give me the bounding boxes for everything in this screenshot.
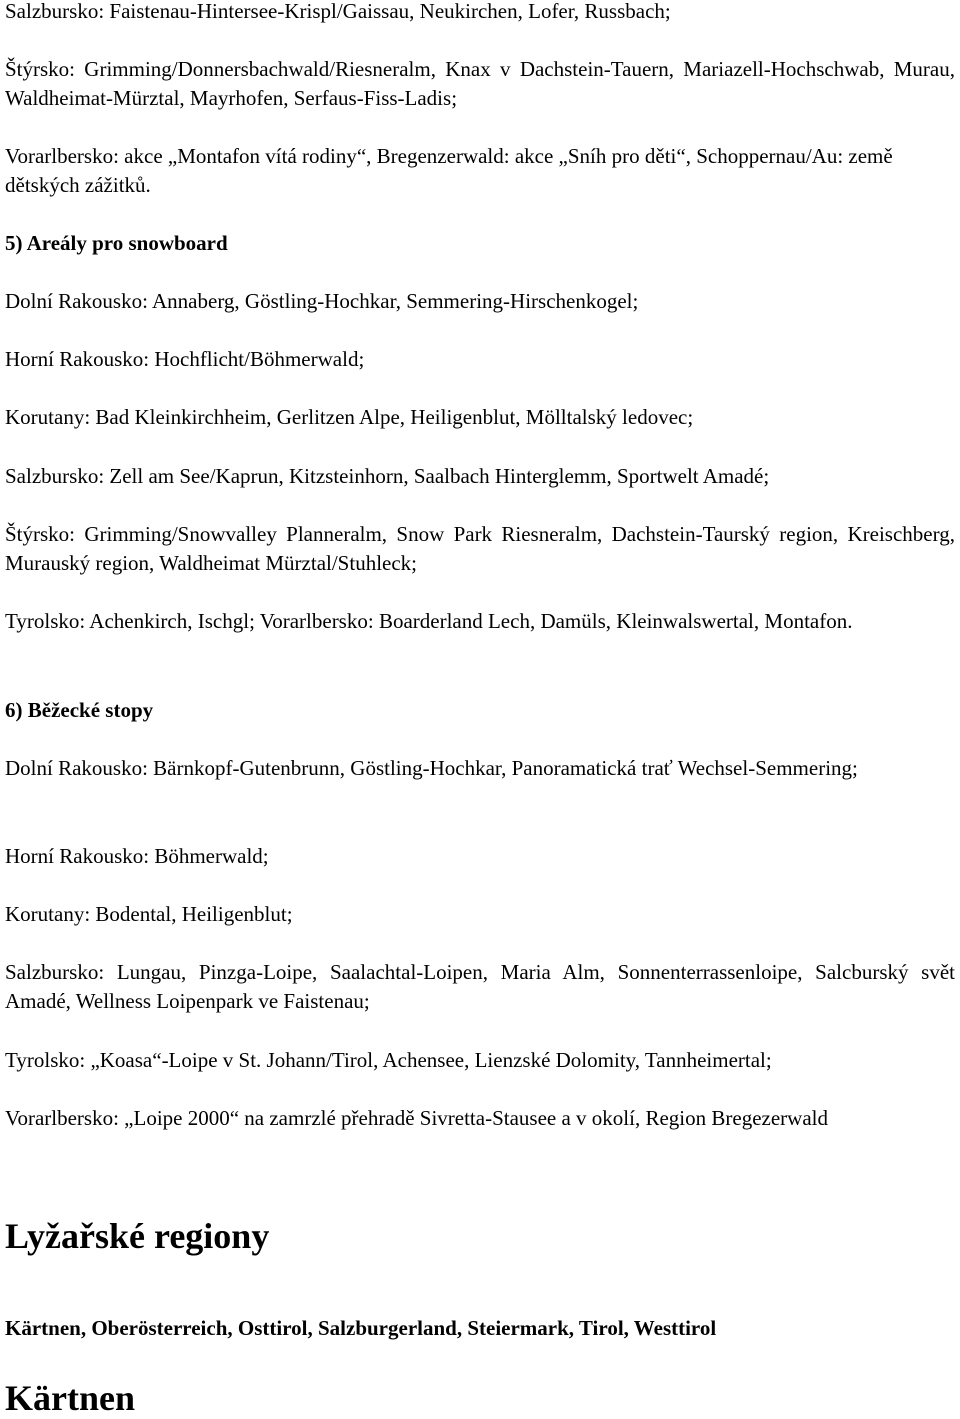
kartnen-heading: Kärtnen bbox=[5, 1378, 135, 1418]
paragraph-snowboard-styrsko: Štýrsko: Grimming/Snowvalley Planneralm, Snow Park Riesneralm, Dachstein-Taurský region, Kreischberg, Murauský region, Waldheimat Mürztal/Stuhleck; bbox=[5, 522, 955, 575]
paragraph-vorarlbersko-family: Vorarlbersko: akce „Montafon vítá rodiny“, Bregenzerwald: akce „Sníh pro děti“, Schoppernau/Au: země dětských zážitků. bbox=[5, 144, 893, 197]
paragraph-cross-country-korutany: Korutany: Bodental, Heiligenblut; bbox=[5, 902, 293, 926]
paragraph-cross-country-salzbursko: Salzbursko: Lungau, Pinzga-Loipe, Saalachtal-Loipen, Maria Alm, Sonnenterrassenloipe, Salcburský svět Amadé, Wellness Loipenpark ve Faistenau; bbox=[5, 960, 955, 1013]
paragraph-cross-country-tyrolsko: Tyrolsko: „Koasa“-Loipe v St. Johann/Tirol, Achensee, Lienzské Dolomity, Tannheimertal; bbox=[5, 1048, 772, 1072]
paragraph-snowboard-dolni-rakousko: Dolní Rakousko: Annaberg, Göstling-Hochkar, Semmering-Hirschenkogel; bbox=[5, 289, 639, 313]
paragraph-snowboard-horni-rakousko: Horní Rakousko: Hochflicht/Böhmerwald; bbox=[5, 347, 365, 371]
section-6-heading: 6) Běžecké stopy bbox=[5, 698, 154, 722]
paragraph-cross-country-dolni-rakousko: Dolní Rakousko: Bärnkopf-Gutenbrunn, Göstling-Hochkar, Panoramatická trať Wechsel-Semmering; bbox=[5, 756, 858, 780]
regions-list: Kärtnen, Oberösterreich, Osttirol, Salzburgerland, Steiermark, Tirol, Westtirol bbox=[5, 1316, 717, 1340]
paragraph-cross-country-vorarlbersko: Vorarlbersko: „Loipe 2000“ na zamrzlé přehradě Sivretta-Stausee a v okolí, Region Bregezerwald bbox=[5, 1106, 828, 1130]
section-5-heading: 5) Areály pro snowboard bbox=[5, 231, 228, 255]
paragraph-snowboard-salzbursko: Salzbursko: Zell am See/Kaprun, Kitzsteinhorn, Saalbach Hinterglemm, Sportwelt Amadé; bbox=[5, 464, 770, 488]
paragraph-salzbursko-family: Salzbursko: Faistenau-Hintersee-Krispl/Gaissau, Neukirchen, Lofer, Russbach; bbox=[5, 0, 671, 23]
paragraph-cross-country-horni-rakousko: Horní Rakousko: Böhmerwald; bbox=[5, 844, 269, 868]
paragraph-snowboard-tyrolsko: Tyrolsko: Achenkirch, Ischgl; Vorarlbersko: Boarderland Lech, Damüls, Kleinwalswertal, Montafon. bbox=[5, 609, 853, 633]
regions-heading: Lyžařské regiony bbox=[5, 1216, 270, 1256]
paragraph-styrsko-family: Štýrsko: Grimming/Donnersbachwald/Riesneralm, Knax v Dachstein-Tauern, Mariazell-Hochschwab, Murau, Waldheimat-Mürztal, Mayrhofen, Serfaus-Fiss-Ladis; bbox=[5, 57, 955, 110]
paragraph-snowboard-korutany: Korutany: Bad Kleinkirchheim, Gerlitzen Alpe, Heiligenblut, Mölltalský ledovec; bbox=[5, 405, 694, 429]
